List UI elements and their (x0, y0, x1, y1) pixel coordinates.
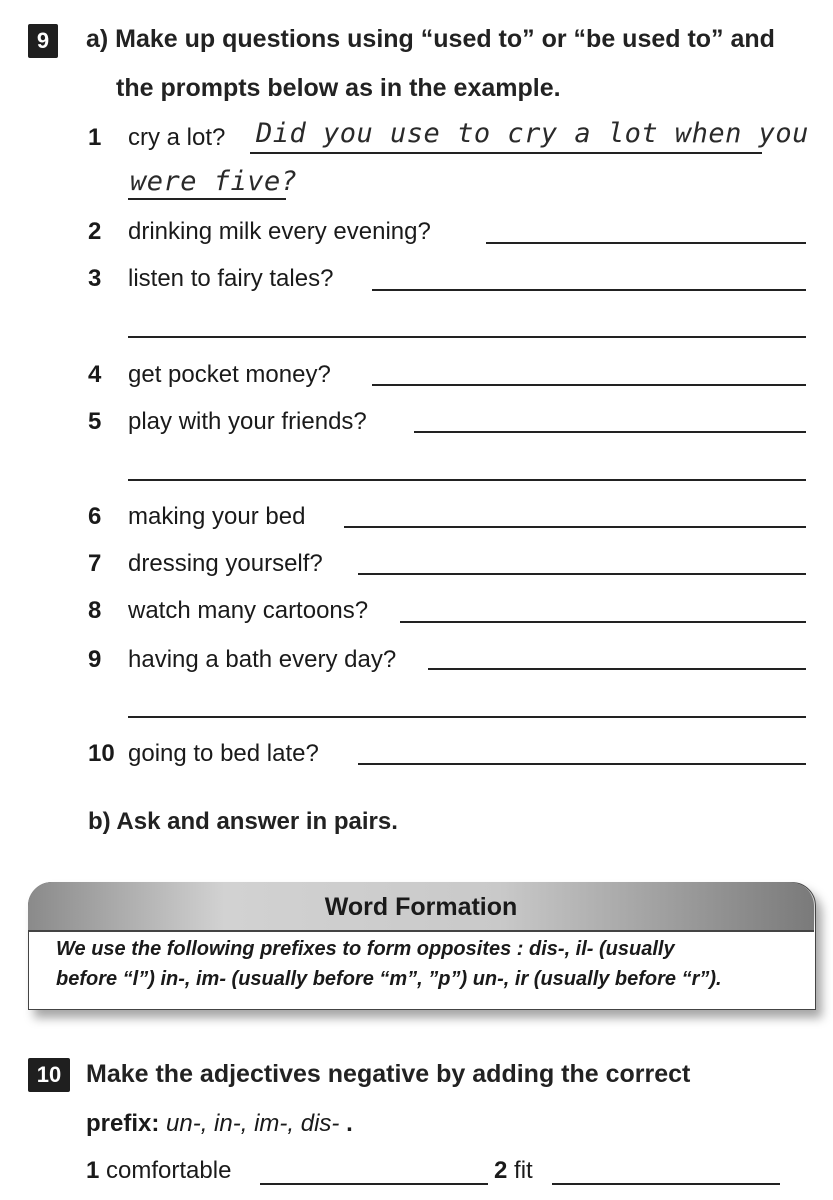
item-5-prompt: play with your friends? (128, 408, 367, 435)
item-8-number: 8 (88, 597, 102, 624)
prefix-options: un-, in-, im-, dis- (166, 1110, 340, 1137)
item-5-number: 5 (88, 408, 102, 435)
exercise-10-item-1 (86, 1157, 231, 1185)
exercise-10-number: 10 (36, 1062, 62, 1087)
item-3-answer-line-2[interactable] (128, 336, 806, 338)
item-1-answer-underline-1 (250, 152, 762, 154)
item-9-number: 9 (88, 646, 102, 673)
item-5-answer-line-2[interactable] (128, 479, 806, 481)
item-1-prompt: cry a lot? (128, 124, 226, 151)
item-6-prompt: making your bed (128, 503, 306, 530)
item-9-answer-line-1[interactable] (428, 668, 806, 670)
exercise-10-number-badge (28, 1058, 70, 1092)
item-1-number: 1 (88, 124, 102, 151)
word-formation-rule-line2: before “l”) in-, im- (usually before “m”, ”p”) un-, ir (usually before “r”). (56, 968, 722, 990)
exercise-9-instruction-line1: a) Make up questions using “used to” or “be used to” and (86, 25, 775, 53)
item-7-number: 7 (88, 550, 102, 577)
exercise-9-part-b: b) Ask and answer in pairs. (88, 808, 398, 835)
prefix-label: prefix: (86, 1110, 160, 1137)
exercise-9-number: 9 (36, 28, 50, 53)
word-formation-divider (28, 930, 814, 932)
item-8-answer-line[interactable] (400, 621, 806, 623)
item-9-prompt: having a bath every day? (128, 646, 397, 673)
item-7-answer-line[interactable] (358, 573, 806, 575)
item-3-prompt: listen to fairy tales? (128, 265, 334, 292)
exercise-9-instruction-line2: the prompts below as in the example. (116, 74, 561, 102)
item-2-answer-line[interactable] (486, 242, 806, 244)
word-formation-rule-line1: We use the following prefixes to form opposites : dis-, il- (usually (56, 938, 675, 960)
item-3-answer-line-1[interactable] (372, 289, 806, 291)
item-10-answer-line[interactable] (358, 763, 806, 765)
prefix-period: . (346, 1110, 353, 1137)
item-1-answer-line1[interactable]: Did you use to cry a lot when you (256, 118, 809, 149)
item-8-prompt: watch many cartoons? (128, 597, 369, 624)
exercise-10-item-2-number: 2 (494, 1157, 508, 1184)
item-10-prompt: going to bed late? (128, 740, 319, 767)
item-4-prompt: get pocket money? (128, 361, 331, 388)
exercise-10-item-1-word: comfortable (106, 1157, 232, 1184)
item-6-answer-line[interactable] (344, 526, 806, 528)
word-formation-title: Word Formation (324, 893, 518, 921)
exercise-9-number-badge (28, 24, 58, 58)
item-3-number: 3 (88, 265, 102, 292)
exercise-10-item-2-word: fit (514, 1157, 533, 1184)
item-6-number: 6 (88, 503, 102, 530)
item-9-answer-line-2[interactable] (128, 716, 806, 718)
item-5-answer-line-1[interactable] (414, 431, 806, 433)
item-2-number: 2 (88, 218, 102, 245)
item-2-prompt: drinking milk every evening? (128, 218, 431, 245)
item-1-answer-line2[interactable]: were five? (130, 166, 298, 197)
exercise-10-instruction-line1: Make the adjectives negative by adding the correct (86, 1060, 691, 1088)
exercise-10-item-1-number: 1 (86, 1157, 100, 1184)
exercise-10-item-2-answer-line[interactable] (552, 1183, 780, 1185)
exercise-10-instruction-line2 (86, 1110, 353, 1138)
item-4-number: 4 (88, 361, 102, 388)
exercise-10-item-2 (494, 1157, 533, 1185)
item-4-answer-line[interactable] (372, 384, 806, 386)
exercise-10-item-1-answer-line[interactable] (260, 1183, 488, 1185)
item-10-number: 10 (88, 740, 115, 767)
item-1-answer-underline-2 (128, 198, 286, 200)
item-7-prompt: dressing yourself? (128, 550, 323, 577)
